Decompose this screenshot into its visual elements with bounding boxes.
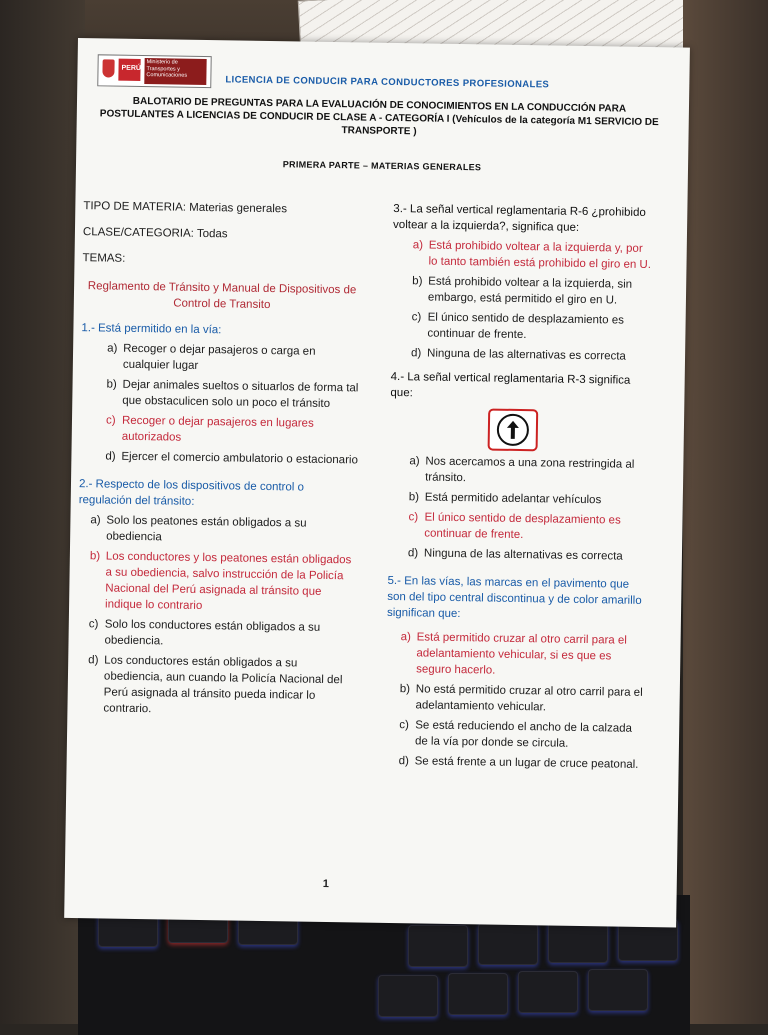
question-text: 4.- La señal vertical reglamentaria R-3 significa que: bbox=[390, 370, 631, 400]
logo-country: PERÚ bbox=[121, 64, 142, 72]
keyboard-key bbox=[478, 923, 538, 965]
question-3 bbox=[391, 201, 655, 365]
answer-option: b) Dejar animales sueltos o situarlos de forma tal que obstaculicen solo un poco el tránsito bbox=[106, 378, 359, 411]
keyboard-key bbox=[378, 975, 438, 1017]
right-background bbox=[683, 0, 768, 1024]
document-subtitle: BALOTARIO DE PREGUNTAS PARA LA EVALUACIÓN DE CONOCIMIENTOS EN LA CONDUCCIÓN PARA POSTULANTES A LICENCIAS DE CONDUCIR DE CLASE A - CATEGORÍA I (Vehículos de la categoría M1 SERVICIO DE TRANSPORTE ) bbox=[99, 95, 659, 138]
keyboard-key bbox=[448, 973, 508, 1015]
answer-option: a) Recoger o dejar pasajeros o carga en cualquier lugar bbox=[107, 342, 316, 372]
question-5 bbox=[385, 573, 650, 773]
answer-option: b) Está prohibido voltear a la izquierda, sin embargo, está permitido el giro en U. bbox=[412, 275, 633, 307]
answer-option: a) Nos acercamos a una zona restringida al tránsito. bbox=[409, 455, 635, 485]
left-column bbox=[75, 198, 363, 720]
right-column bbox=[385, 201, 656, 773]
answer-option: c) El único sentido de desplazamiento es continuar de frente. bbox=[411, 311, 624, 342]
logo-ministry-text: Ministerio de Transportes y Comunicaciones bbox=[144, 58, 206, 85]
keyboard-key bbox=[408, 925, 468, 967]
question-1 bbox=[79, 320, 361, 468]
topics-value: Reglamento de Tránsito y Manual de Dispositivos de Control de Transito bbox=[87, 280, 357, 312]
answer-option: b) No está permitido cruzar al otro carril para el adelantamiento vehicular. bbox=[399, 683, 643, 714]
question-text: 2.- Respecto de los dispositivos de control o regulación del tránsito: bbox=[78, 478, 305, 508]
question-text: 1.- Está permitido en la vía: bbox=[81, 322, 222, 337]
keyboard-key bbox=[518, 971, 578, 1013]
question-2 bbox=[75, 476, 359, 720]
correct-answer-option: c) Recoger o dejar pasajeros en lugares autorizados bbox=[105, 414, 314, 444]
question-4 bbox=[388, 369, 653, 565]
topics-label: TEMAS: bbox=[82, 252, 126, 265]
peru-flag-icon bbox=[118, 59, 140, 81]
answer-option: d) Ninguna de las alternativas es correcta bbox=[407, 547, 623, 563]
keyboard-key bbox=[548, 921, 608, 963]
correct-answer-option: b) Los conductores y los peatones están obligados a su obediencia, salvo instrucción de la Policía Nacional del Perú asignada al tránsito que indique lo contrario bbox=[89, 550, 352, 613]
r3-sign-icon bbox=[488, 408, 539, 451]
class-category: CLASE/CATEGORIA: Todas bbox=[82, 226, 228, 241]
answer-option: d) Se está frente a un lugar de cruce peatonal. bbox=[398, 755, 639, 771]
answer-option: d) Los conductores están obligados a su obediencia, aun cuando la Policía Nacional del Perú asignada al tránsito pueda indicar lo contrario. bbox=[88, 654, 343, 716]
correct-answer-option: a) Está prohibido voltear a la izquierda y, por lo tanto también está prohibido el giro en U. bbox=[412, 239, 652, 272]
answer-option: d) Ninguna de las alternativas es correcta bbox=[410, 347, 626, 363]
subject-type: TIPO DE MATERIA: Materias generales bbox=[83, 200, 288, 216]
coat-of-arms-icon bbox=[102, 59, 114, 77]
correct-answer-option: c) El único sentido de desplazamiento es continuar de frente. bbox=[408, 511, 621, 542]
document-header-title: LICENCIA DE CONDUCIR PARA CONDUCTORES PROFESIONALES bbox=[225, 74, 550, 91]
correct-answer-option: a) Está permitido cruzar al otro carril para el adelantamiento vehicular, si es que es seguro hacerlo. bbox=[400, 631, 627, 677]
page-number: 1 bbox=[322, 877, 329, 891]
keyboard-key bbox=[588, 969, 648, 1011]
answer-option: a) Solo los peatones están obligados a su obediencia bbox=[90, 514, 307, 544]
answer-option: d) Ejercer el comercio ambulatorio o estacionario bbox=[105, 450, 358, 467]
section-title: PRIMERA PARTE – MATERIAS GENERALES bbox=[282, 159, 482, 173]
document-page bbox=[64, 38, 690, 928]
answer-option: c) Se está reduciendo el ancho de la calzada de la vía por donde se circula. bbox=[399, 719, 633, 750]
answer-option: b) Está permitido adelantar vehículos bbox=[408, 491, 602, 507]
answer-option: c) Solo los conductores están obligados a su obediencia. bbox=[88, 618, 321, 648]
question-text: 3.- La señal vertical reglamentaria R-6 ¿prohibido voltear a la izquierda?, significa que: bbox=[393, 202, 646, 234]
ministry-logo bbox=[97, 54, 211, 88]
question-text: 5.- En las vías, las marcas en el pavimento que son del tipo central discontinua y de color amarillo significan que: bbox=[386, 574, 642, 621]
